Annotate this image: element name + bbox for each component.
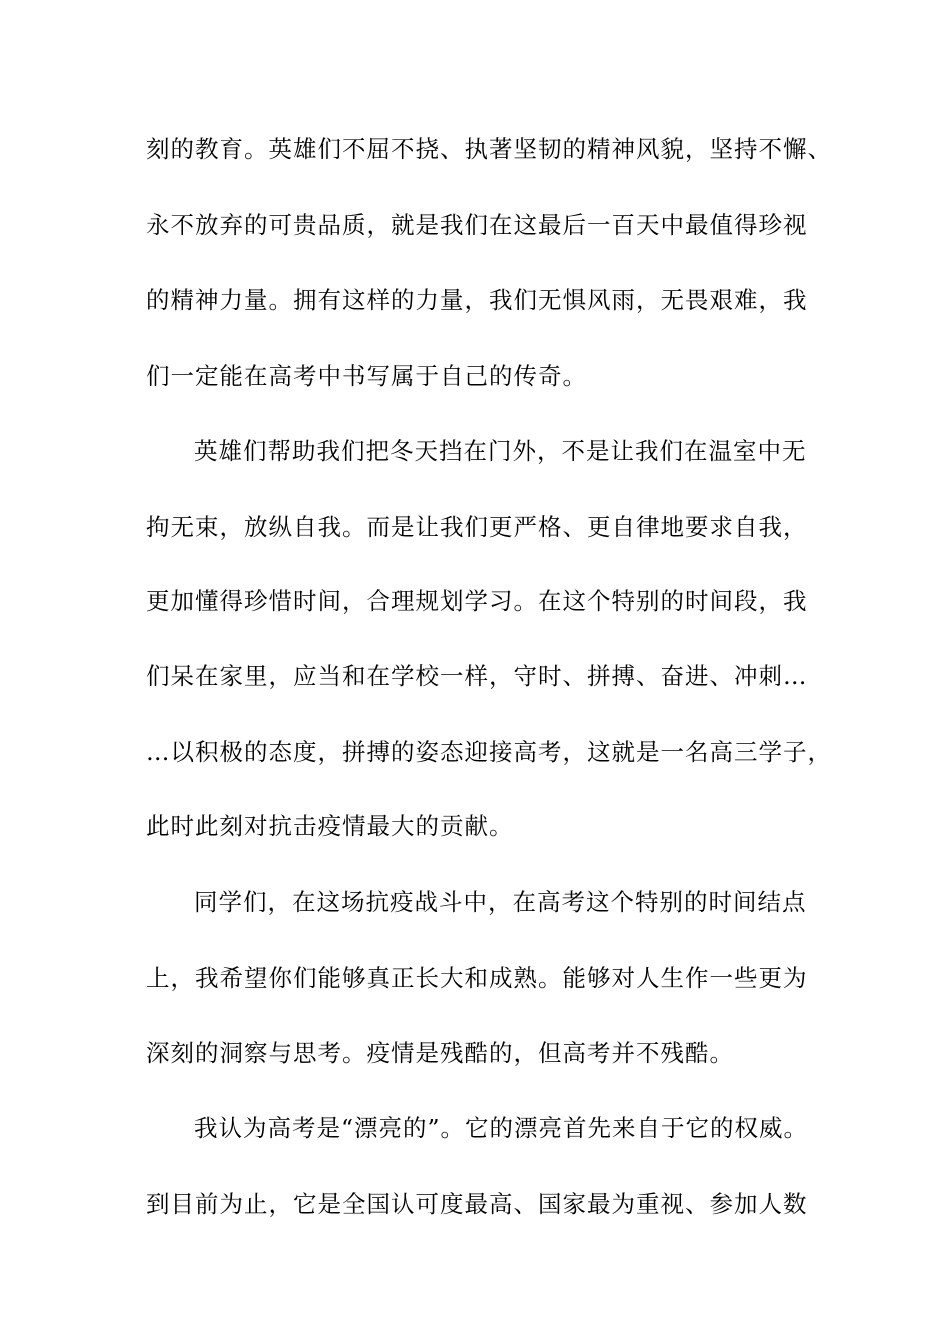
paragraph-first-line: 我认为高考是“漂亮的”。它的漂亮首先来自于它的权威。 <box>194 1114 809 1142</box>
text-line: …以积极的态度，拼搏的姿态迎接高考，这就是一名高三学子， <box>146 738 832 766</box>
text-line: 们呆在家里，应当和在学校一样，守时、拼搏、奋进、冲刺… <box>146 662 808 690</box>
text-line: 拘无束，放纵自我。而是让我们更严格、更自律地要求自我， <box>146 513 808 541</box>
text-line: 永不放弃的可贵品质，就是我们在这最后一百天中最值得珍视 <box>146 211 808 239</box>
text-line: 的精神力量。拥有这样的力量，我们无惧风雨，无畏艰难，我 <box>146 286 808 314</box>
paragraph-first-line: 同学们，在这场抗疫战斗中，在高考这个特别的时间结点 <box>194 888 807 916</box>
text-line: 到目前为止，它是全国认可度最高、国家最为重视、参加人数 <box>146 1190 808 1218</box>
text-line: 此时此刻对抗击疫情最大的贡献。 <box>146 812 514 840</box>
paragraph-first-line: 英雄们帮助我们把冬天挡在门外，不是让我们在温室中无 <box>194 437 807 465</box>
text-line: 刻的教育。英雄们不屈不挠、执著坚韧的精神风貌，坚持不懈、 <box>146 135 832 163</box>
text-line: 更加懂得珍惜时间，合理规划学习。在这个特别的时间段，我 <box>146 587 808 615</box>
text-line: 们一定能在高考中书写属于自己的传奇。 <box>146 362 587 390</box>
text-line: 深刻的洞察与思考。疫情是残酷的，但高考并不残酷。 <box>146 1039 734 1067</box>
text-line: 上，我希望你们能够真正长大和成熟。能够对人生作一些更为 <box>146 964 808 992</box>
